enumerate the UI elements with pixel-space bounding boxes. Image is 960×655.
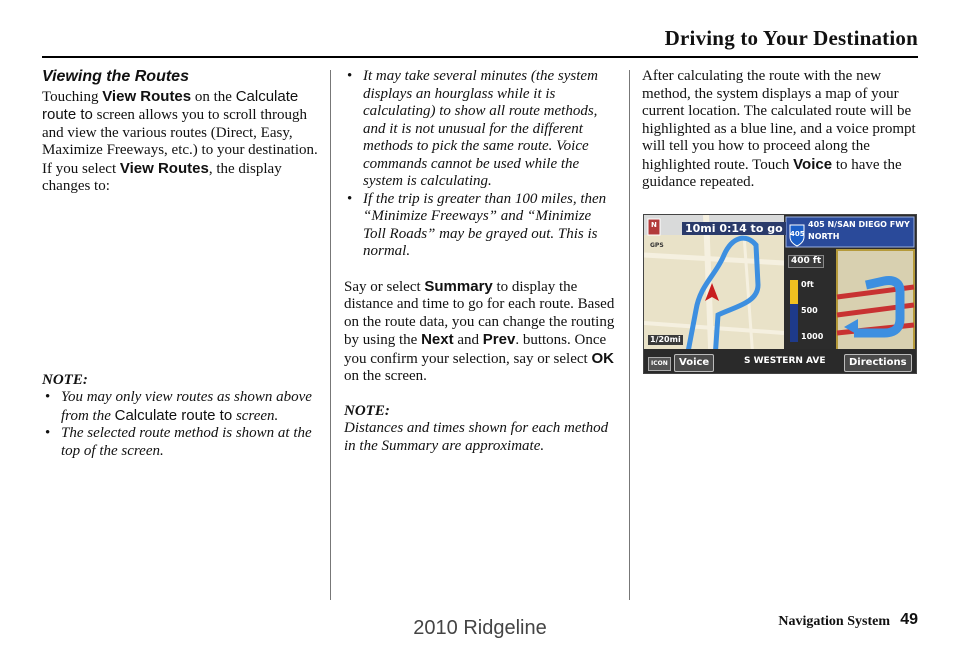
list-item: • You may only view routes as shown above from the Calculate route to screen. (42, 389, 322, 425)
scale-label-1000: 1000 (801, 332, 824, 341)
next-turn-distance: 400 ft (788, 255, 824, 268)
note-list (344, 68, 616, 261)
map-scale: 1/20mi (650, 335, 681, 344)
summary-paragraph: Say or select Summary to display the distance and time to go for each route. Based on the route data, you can change the routing by using the Next and Prev. buttons. Once you confirm your selection, say or select OK on the screen. (344, 277, 615, 384)
compass-label: N (651, 221, 657, 229)
page-title: Driving to Your Destination (664, 26, 918, 50)
freeway-shield-number: 405 (790, 230, 805, 238)
list-item: • If the trip is greater than 100 miles, then “Minimize Freeways” and “Minimize Toll Roads” may be grayed out. This is normal. (344, 191, 616, 261)
column-2 (344, 68, 616, 455)
navigation-map-graphic (644, 215, 916, 373)
scale-label-0: 0ft (801, 280, 814, 289)
title-rule (42, 56, 918, 58)
watermark: 2010 Ridgeline (413, 617, 547, 639)
column-divider (330, 70, 331, 600)
column-divider (629, 70, 630, 600)
freeway-name: 405 N/SAN DIEGO FWY (808, 220, 910, 229)
freeway-direction: NORTH (808, 232, 840, 241)
page-number: 49 (900, 611, 918, 628)
map-paragraph: After calculating the route with the new method, the system displays a map of your current location. The calculated route will be highlighted as a blue line, and a voice prompt will tell you how to proceed along the highlighted route. Touch Voice to have the guidance repeated. (642, 68, 916, 190)
distance-time-readout: 10mi 0:14 to go (682, 222, 786, 235)
section-heading: Viewing the Routes (42, 68, 189, 85)
ui-term-voice: Voice (793, 155, 833, 173)
ui-term-view-routes: View Routes (119, 159, 209, 177)
intro-paragraph: Touching View Routes on the Calculate route to screen allows you to scroll through and view the various routes (Direct, Easy, Maximize Freeways, etc.) to your destination. If you select View Routes, the display changes to: (42, 87, 318, 194)
navigation-screen-image (643, 214, 917, 374)
note-text: Distances and times shown for each method in the Summary are approximate. (344, 420, 609, 454)
gps-label: GPS (650, 242, 664, 249)
column-1 (42, 68, 322, 460)
ui-term-calculate-route: Calculate route to (42, 87, 299, 123)
voice-button[interactable]: Voice (674, 354, 714, 372)
ui-term-prev: Prev (482, 331, 516, 348)
note-label: NOTE: (344, 402, 390, 419)
note-label: NOTE: (42, 371, 88, 388)
scale-label-500: 500 (801, 306, 818, 315)
ui-term-view-routes: View Routes (102, 87, 192, 105)
ui-term-next: Next (421, 331, 454, 348)
ui-term-ok: OK (591, 349, 614, 367)
note-list (42, 389, 322, 460)
icon-button[interactable]: ICON (648, 357, 671, 371)
directions-button[interactable]: Directions (844, 354, 912, 372)
column-3 (642, 68, 918, 192)
footer-section-name: Navigation System (778, 614, 890, 629)
list-item: • It may take several minutes (the system displays an hourglass while it is calculating) to show all route methods, and it is not unusual for the different methods to pick the same route. Voice commands cannot be used while the system is calculating. (344, 68, 616, 191)
ui-term-summary: Summary (424, 277, 493, 295)
street-name: S WESTERN AVE (744, 356, 826, 366)
list-item: • The selected route method is shown at the top of the screen. (42, 425, 322, 460)
